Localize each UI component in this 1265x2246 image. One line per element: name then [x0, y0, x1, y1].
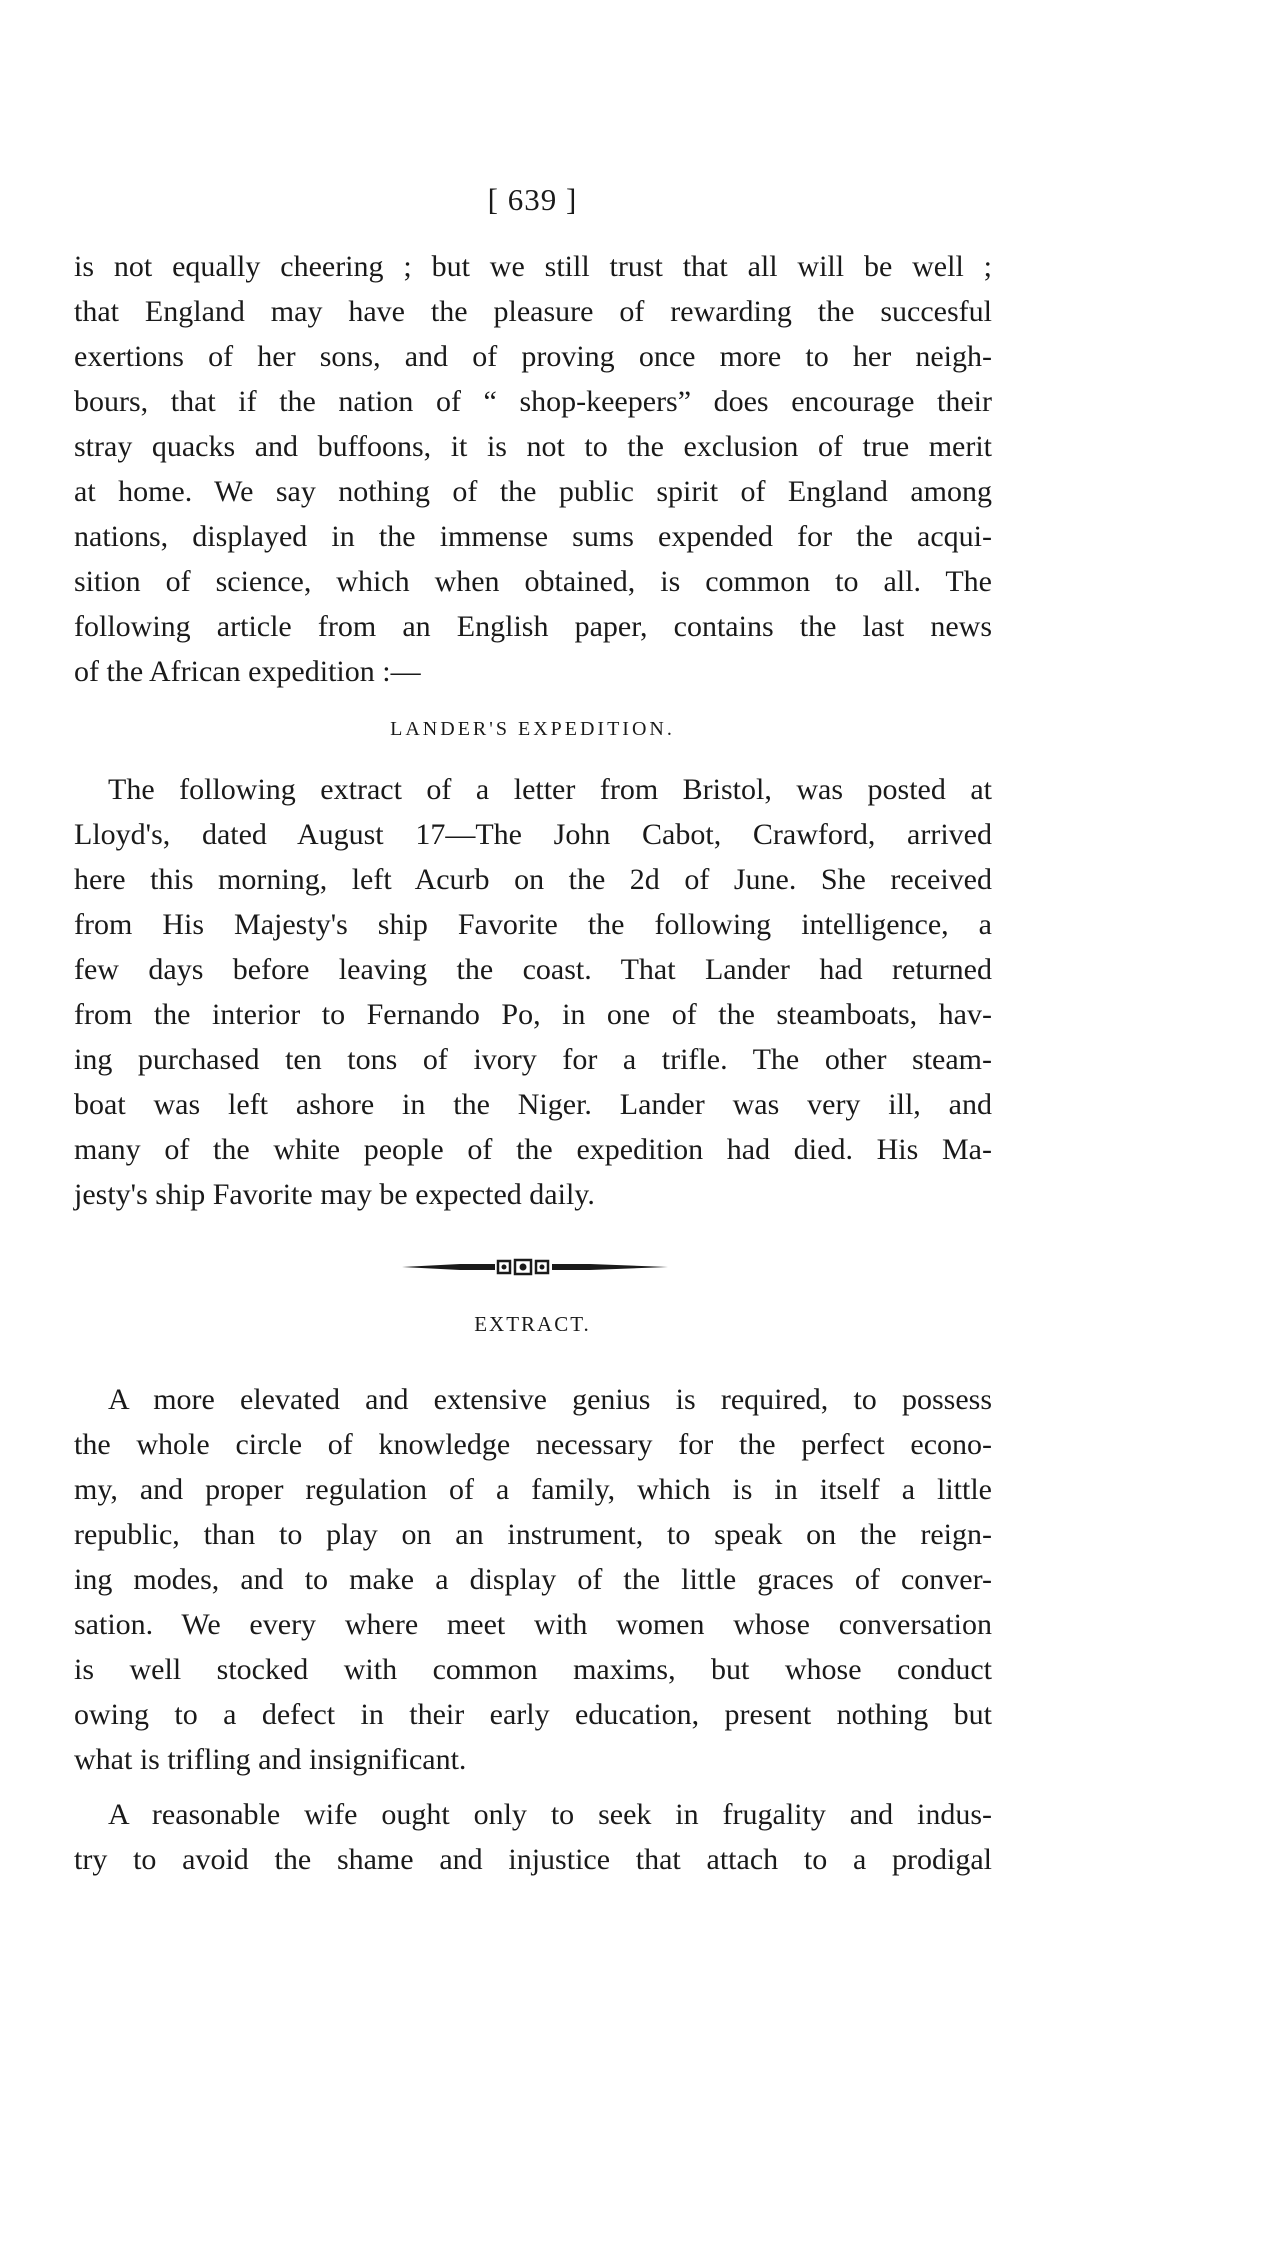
section-heading-landers-expedition: LANDER'S EXPEDITION. — [390, 718, 675, 740]
paragraph-1-line-1: is not equally cheering ; but we still trust that all will be well ; — [74, 250, 992, 283]
ornamental-divider — [400, 1258, 670, 1276]
section-heading-extract: EXTRACT. — [474, 1312, 591, 1336]
paragraph-3-line-1: A more elevated and extensive genius is required, to possess — [108, 1383, 992, 1416]
paragraph-1-line-10: of the African expedition :— — [74, 655, 421, 688]
paragraph-3-line-6: sation. We every where meet with women whose conversation — [74, 1608, 992, 1641]
paragraph-2-line-1: The following extract of a letter from Bristol, was posted at — [108, 773, 992, 806]
paragraph-2-line-10: jesty's ship Favorite may be expected daily. — [74, 1178, 595, 1211]
paragraph-1-line-9: following article from an English paper, contains the last news — [74, 610, 992, 643]
paragraph-3-line-3: my, and proper regulation of a family, which is in itself a little — [74, 1473, 992, 1506]
paragraph-2-line-2: Lloyd's, dated August 17—The John Cabot, Crawford, arrived — [74, 818, 992, 851]
paragraph-3-line-7: is well stocked with common maxims, but whose conduct — [74, 1653, 992, 1686]
paragraph-1-line-2: that England may have the pleasure of rewarding the succesful — [74, 295, 992, 328]
paragraph-1-line-7: nations, displayed in the immense sums expended for the acqui- — [74, 520, 992, 553]
paragraph-2-line-4: from His Majesty's ship Favorite the following intelligence, a — [74, 908, 992, 941]
paragraph-2-line-9: many of the white people of the expedition had died. His Ma- — [74, 1133, 992, 1166]
paragraph-1-line-5: stray quacks and buffoons, it is not to the exclusion of true merit — [74, 430, 992, 463]
paragraph-2-line-7: ing purchased ten tons of ivory for a trifle. The other steam- — [74, 1043, 992, 1076]
paragraph-2-line-6: from the interior to Fernando Po, in one of the steamboats, hav- — [74, 998, 992, 1031]
paragraph-2-line-8: boat was left ashore in the Niger. Lander was very ill, and — [74, 1088, 992, 1121]
paragraph-2-line-5: few days before leaving the coast. That Lander had returned — [74, 953, 992, 986]
paragraph-1-line-4: bours, that if the nation of “ shop-keepers” does encourage their — [74, 385, 992, 418]
paragraph-3-line-9: what is trifling and insignificant. — [74, 1743, 467, 1776]
paragraph-3-line-5: ing modes, and to make a display of the little graces of conver- — [74, 1563, 992, 1596]
paragraph-1-line-6: at home. We say nothing of the public spirit of England among — [74, 475, 992, 508]
paragraph-4-line-2: try to avoid the shame and injustice that attach to a prodigal — [74, 1843, 992, 1876]
paragraph-3-line-8: owing to a defect in their early education, present nothing but — [74, 1698, 992, 1731]
paragraph-3-line-2: the whole circle of knowledge necessary for the perfect econo- — [74, 1428, 992, 1461]
paragraph-3-line-4: republic, than to play on an instrument, to speak on the reign- — [74, 1518, 992, 1551]
paragraph-4-line-1: A reasonable wife ought only to seek in frugality and indus- — [108, 1798, 992, 1831]
paragraph-1-line-3: exertions of her sons, and of proving once more to her neigh- — [74, 340, 992, 373]
paragraph-2-line-3: here this morning, left Acurb on the 2d of June. She received — [74, 863, 992, 896]
paragraph-1-line-8: sition of science, which when obtained, is common to all. The — [74, 565, 992, 598]
page-number: [ 639 ] — [487, 182, 578, 217]
